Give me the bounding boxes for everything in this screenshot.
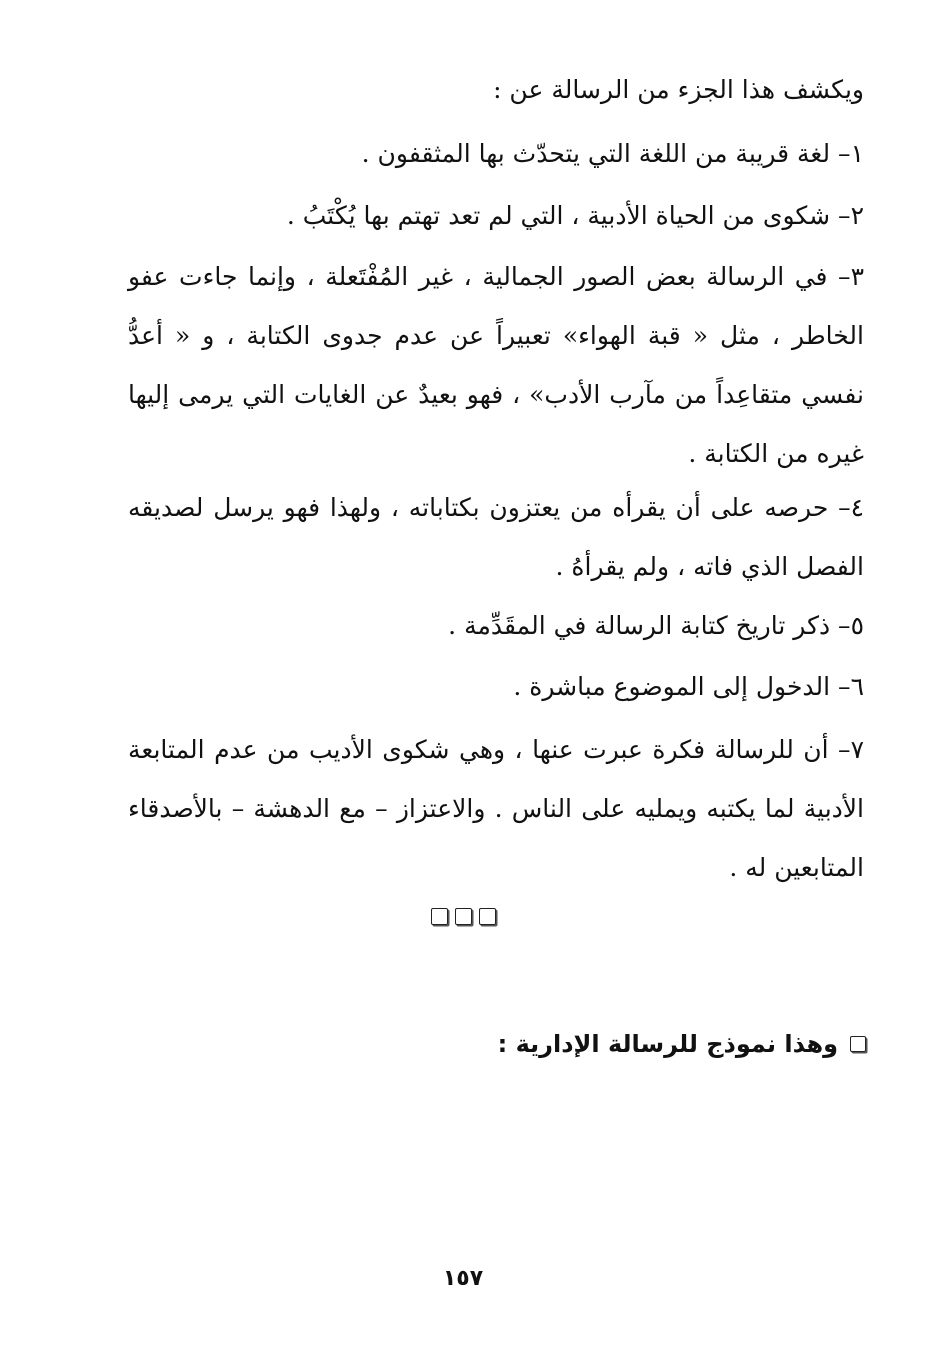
list-item-6-text: ٦– الدخول إلى الموضوع مباشرة .	[513, 672, 864, 701]
section-heading-text: وهذا نموذج للرسالة الإدارية :	[497, 1030, 838, 1058]
list-item-5-text: ٥– ذكر تاريخ كتابة الرسالة في المقَدِّمة .	[448, 611, 864, 640]
list-item-7-text: ٧– أن للرسالة فكرة عبرت عنها ، وهي شكوى الأديب من عدم المتابعة الأدبية لما يكتبه ويمليه على الناس . والاعتزاز – مع الدهشة – بالأصدقاء المتابعين له .	[128, 735, 864, 882]
list-item-2-text: ٢– شكوى من الحياة الأدبية ، التي لم تعد تهتم بها يُكْتَبُ .	[286, 201, 864, 230]
page-number: ١٥٧	[442, 1266, 484, 1291]
list-item-1-text: ١– لغة قريبة من اللغة التي يتحدّث بها المثقفون .	[361, 139, 864, 168]
square-box-icon	[479, 908, 496, 925]
list-item-3-text: ٣– في الرسالة بعض الصور الجمالية ، غير المُفْتَعلة ، وإنما جاءت عفو الخاطر ، مثل « قبة الهواء» تعبيراً عن عدم جدوى الكتابة ، و « أعدُّ نفسي متقاعِداً من مآرب الأدب» ، فهو بعيدٌ عن الغايات التي يرمى إليها غيره من الكتابة .	[128, 262, 864, 468]
intro-text: ويكشف هذا الجزء من الرسالة عن :	[493, 75, 864, 104]
list-item-7	[128, 720, 864, 897]
list-item-3	[128, 247, 864, 483]
square-box-icon	[431, 908, 448, 925]
section-heading	[498, 1030, 866, 1058]
list-item-1	[128, 124, 864, 183]
square-box-icon	[455, 908, 472, 925]
list-item-4	[128, 478, 864, 596]
list-item-5	[128, 596, 864, 655]
intro-paragraph	[128, 60, 864, 119]
list-item-2	[128, 186, 864, 245]
list-item-4-text: ٤– حرصه على أن يقرأه من يعتزون بكتاباته ، ولهذا فهو يرسل لصديقه الفصل الذي فاته ، ولم يقرأهُ .	[128, 493, 864, 581]
list-item-6	[128, 657, 864, 716]
square-box-icon	[850, 1036, 866, 1052]
section-separator	[0, 908, 926, 925]
